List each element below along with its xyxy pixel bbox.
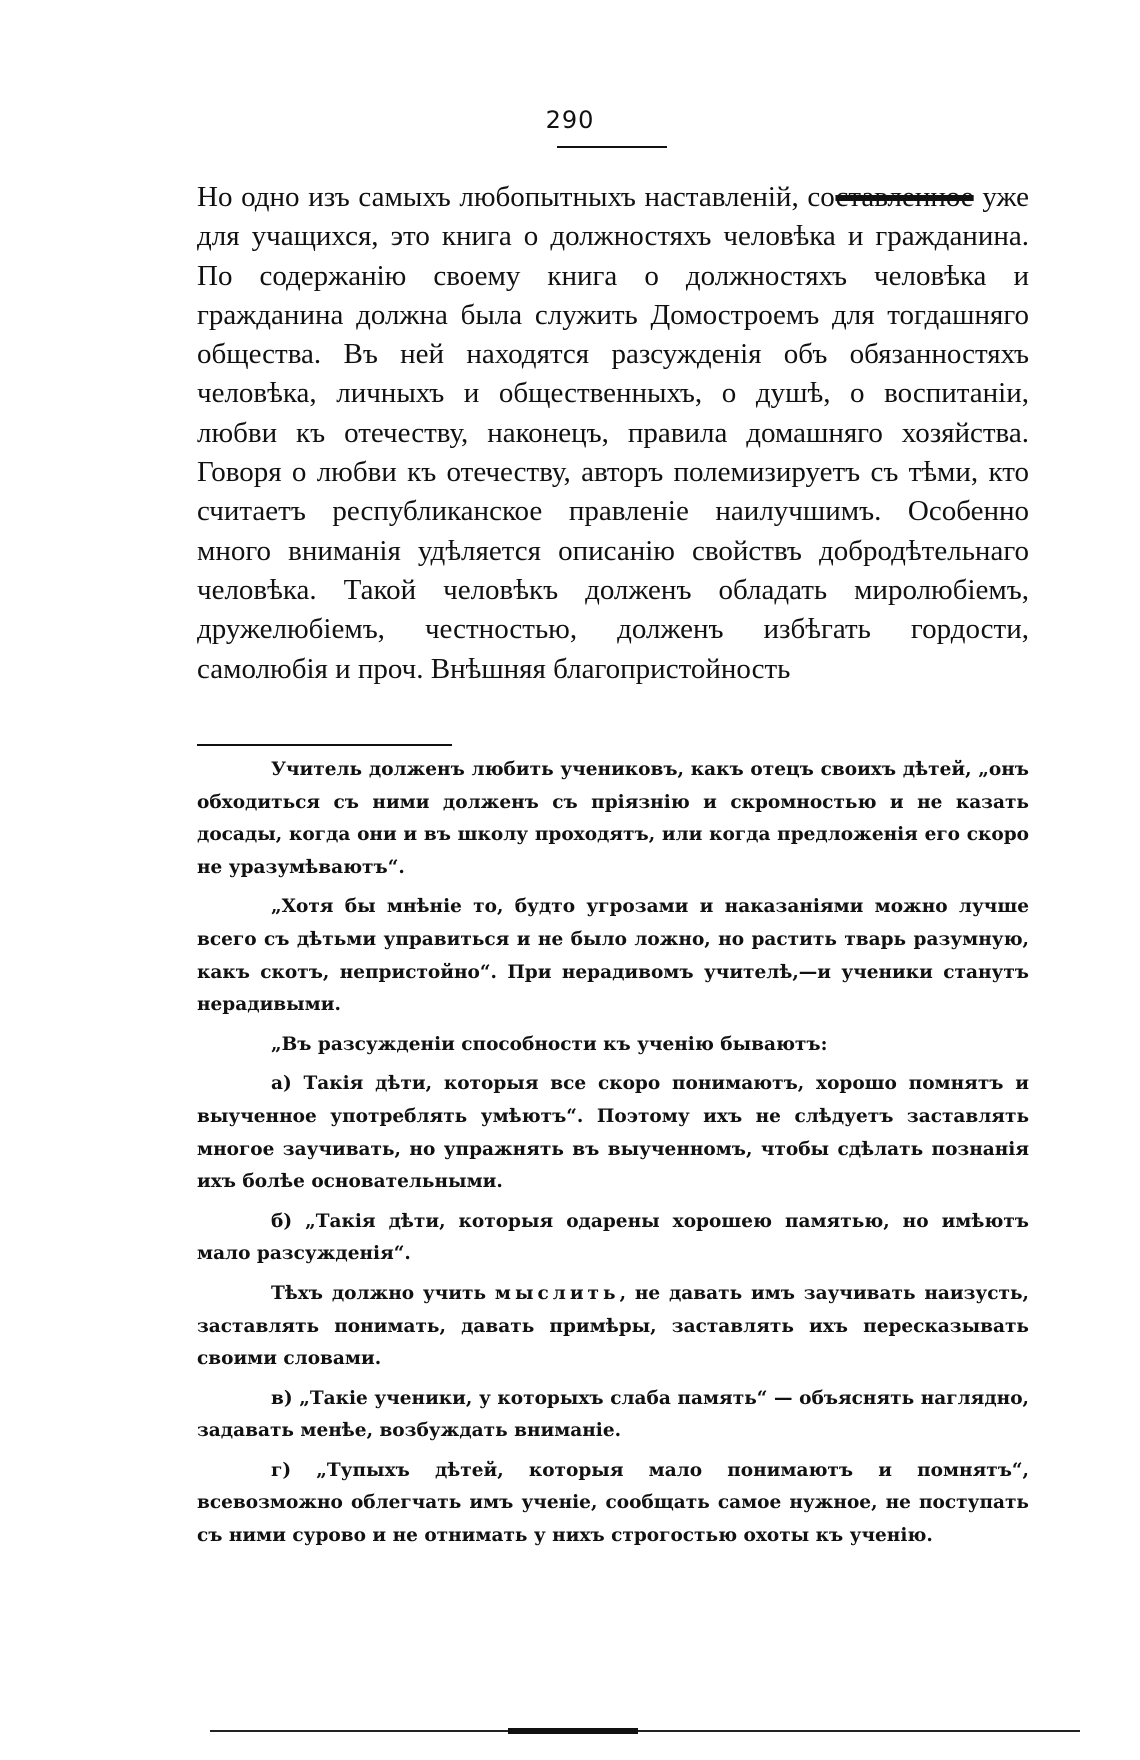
footnote-paragraph: б) „Такія дѣти, которыя одарены хорошею памятью, но имѣютъ мало разсужденія“. (197, 1210, 1029, 1265)
footnote-paragraph (197, 1278, 1029, 1376)
main-paragraph (197, 178, 1029, 689)
struck-word: ставленное (835, 181, 974, 213)
bottom-rule (210, 1730, 1080, 1732)
footnote-text: , не давать имъ заучивать наизусть, заставлять понимать, давать примѣры, заставлять ихъ пересказывать своими словами. (197, 1282, 1029, 1370)
footnotes (197, 754, 1029, 1560)
footnote-divider (197, 744, 452, 746)
spaced-word: мыслить (494, 1282, 620, 1304)
footnote-paragraph: в) „Такіе ученики, у которыхъ слаба память“ — объяснять наглядно, задавать менѣе, возбуждать вниманіе. (197, 1387, 1029, 1442)
page-number: 290 (545, 106, 595, 134)
footnote-paragraph: г) „Тупыхъ дѣтей, которыя мало понимаютъ и помнятъ“, всевозможно облегчать имъ ученіе, сообщать самое нужное, не поступать съ ними сурово и не отнимать у нихъ строгостью охоты къ ученію. (197, 1459, 1029, 1547)
page-number-underline (557, 146, 667, 148)
bottom-rule-accent (508, 1728, 638, 1734)
footnote-paragraph: „Хотя бы мнѣніе то, будто угрозами и наказаніями можно лучше всего съ дѣтьми управиться и не было ложно, но растить тварь разумную, какъ скотъ, непристойно“. При нерадивомъ учителѣ,—и ученики станутъ нерадивыми. (197, 896, 1029, 1016)
footnote-text: Тѣхъ должно учить (271, 1282, 487, 1304)
main-text-rest: уже для учащихся, это книга о должностяхъ человѣка и гражданина. По содержанію своему книга о должностяхъ человѣка и гражданина должна была служить Домостроемъ для тогдашняго общества. Въ ней находятся разсужденія объ обязанностяхъ человѣка, личныхъ и общественныхъ, о душѣ, о воспитаніи, любви къ отечеству, наконецъ, правила домашняго хозяйства. Говоря о любви къ отечеству, авторъ полемизируетъ съ тѣми, кто считаетъ республиканское правленіе наилучшимъ. Особенно много вниманія удѣляется описанію свойствъ добродѣтельнаго человѣка. Такой человѣкъ долженъ обладать миролюбіемъ, дружелюбіемъ, честностью, долженъ избѣгать гордости, самолюбія и проч. Внѣшняя благопристойность (197, 181, 1030, 685)
footnote-paragraph: „Въ разсужденіи способности къ ученію бываютъ: (271, 1033, 828, 1055)
footnote-paragraph: а) Такія дѣти, которыя все скоро понимаютъ, хорошо помнятъ и выученное употреблять умѣютъ“. Поэтому ихъ не слѣдуетъ заставлять многое заучивать, но упражнять въ выученномъ, чтобы сдѣлать познанія ихъ болѣе основательными. (197, 1073, 1029, 1193)
main-text-start: Но одно изъ самыхъ любопытныхъ наставленій, со (197, 181, 836, 213)
footnote-paragraph: Учитель долженъ любить учениковъ, какъ отецъ своихъ дѣтей, „онъ обходиться съ ними долженъ съ пріязнію и скромностью и не казать досады, когда они и въ школу проходятъ, или когда предложенія его скоро не уразумѣваютъ“. (197, 759, 1029, 878)
